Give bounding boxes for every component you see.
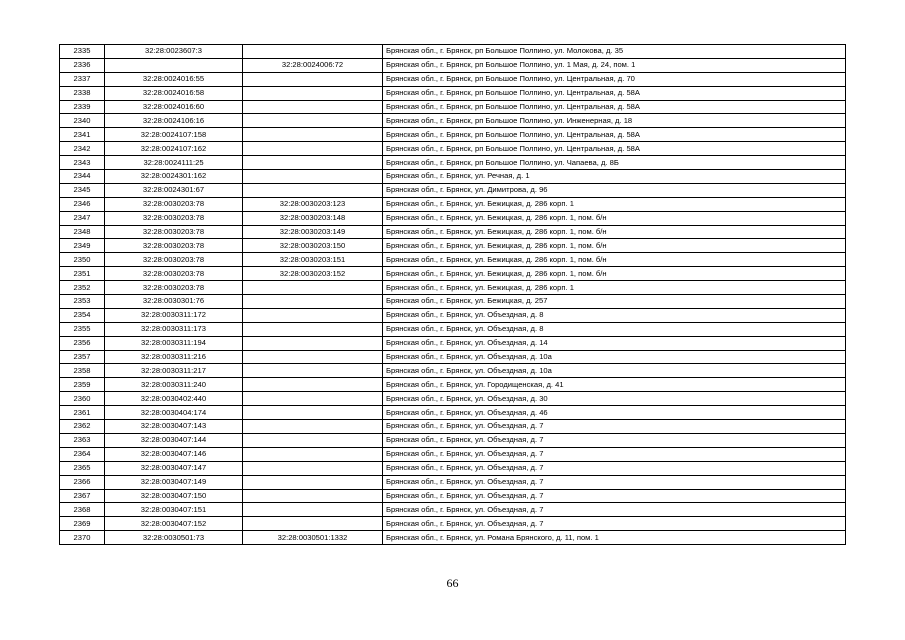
address-cell: Брянская обл., г. Брянск, ул. Бежицкая, д. 257 xyxy=(383,295,846,309)
address-cell: Брянская обл., г. Брянск, ул. Бежицкая, д. 286 корп. 1 xyxy=(383,197,846,211)
address-cell: Брянская обл., г. Брянск, ул. Объездная, д. 7 xyxy=(383,433,846,447)
row-number-cell: 2352 xyxy=(60,281,105,295)
address-cell: Брянская обл., г. Брянск, рп Большое Полпино, ул. Инженерная, д. 18 xyxy=(383,114,846,128)
table-row xyxy=(60,72,846,86)
land-cadastral-number-cell: 32:28:0024016:58 xyxy=(105,86,243,100)
building-cadastral-number-cell xyxy=(243,114,383,128)
land-cadastral-number-cell: 32:28:0030407:151 xyxy=(105,503,243,517)
table-row xyxy=(60,461,846,475)
table-row xyxy=(60,531,846,545)
land-cadastral-number-cell: 32:28:0030203:78 xyxy=(105,253,243,267)
table-row xyxy=(60,142,846,156)
address-cell: Брянская обл., г. Брянск, ул. Объездная, д. 8 xyxy=(383,308,846,322)
row-number-cell: 2346 xyxy=(60,197,105,211)
building-cadastral-number-cell xyxy=(243,128,383,142)
table-row xyxy=(60,100,846,114)
building-cadastral-number-cell xyxy=(243,433,383,447)
table-row xyxy=(60,211,846,225)
address-cell: Брянская обл., г. Брянск, ул. Бежицкая, д. 286 корп. 1, пом. б/н xyxy=(383,253,846,267)
land-cadastral-number-cell: 32:28:0030311:216 xyxy=(105,350,243,364)
address-cell: Брянская обл., г. Брянск, рп Большое Полпино, ул. Молокова, д. 35 xyxy=(383,45,846,59)
land-cadastral-number-cell: 32:28:0030311:194 xyxy=(105,336,243,350)
row-number-cell: 2359 xyxy=(60,378,105,392)
building-cadastral-number-cell xyxy=(243,364,383,378)
address-cell: Брянская обл., г. Брянск, ул. Бежицкая, д. 286 корп. 1, пом. б/н xyxy=(383,225,846,239)
row-number-cell: 2366 xyxy=(60,475,105,489)
address-cell: Брянская обл., г. Брянск, ул. Романа Брянского, д. 11, пом. 1 xyxy=(383,531,846,545)
building-cadastral-number-cell xyxy=(243,517,383,531)
table-row xyxy=(60,503,846,517)
land-cadastral-number-cell: 32:28:0030203:78 xyxy=(105,211,243,225)
row-number-cell: 2342 xyxy=(60,142,105,156)
table-row xyxy=(60,378,846,392)
land-cadastral-number-cell: 32:28:0030301:76 xyxy=(105,295,243,309)
address-cell: Брянская обл., г. Брянск, ул. Объездная, д. 46 xyxy=(383,406,846,420)
row-number-cell: 2345 xyxy=(60,183,105,197)
row-number-cell: 2367 xyxy=(60,489,105,503)
registry-table-body xyxy=(60,45,846,545)
address-cell: Брянская обл., г. Брянск, ул. Объездная, д. 14 xyxy=(383,336,846,350)
land-cadastral-number-cell: 32:28:0024107:162 xyxy=(105,142,243,156)
building-cadastral-number-cell xyxy=(243,72,383,86)
building-cadastral-number-cell xyxy=(243,86,383,100)
land-cadastral-number-cell: 32:28:0030407:149 xyxy=(105,475,243,489)
land-cadastral-number-cell: 32:28:0023607:3 xyxy=(105,45,243,59)
row-number-cell: 2370 xyxy=(60,531,105,545)
address-cell: Брянская обл., г. Брянск, ул. Бежицкая, д. 286 корп. 1 xyxy=(383,281,846,295)
row-number-cell: 2369 xyxy=(60,517,105,531)
table-row xyxy=(60,475,846,489)
building-cadastral-number-cell: 32:28:0030203:150 xyxy=(243,239,383,253)
address-cell: Брянская обл., г. Брянск, ул. Объездная, д. 30 xyxy=(383,392,846,406)
row-number-cell: 2340 xyxy=(60,114,105,128)
building-cadastral-number-cell xyxy=(243,322,383,336)
land-cadastral-number-cell: 32:28:0024111:25 xyxy=(105,156,243,170)
address-cell: Брянская обл., г. Брянск, ул. Объездная, д. 7 xyxy=(383,475,846,489)
address-cell: Брянская обл., г. Брянск, рп Большое Полпино, ул. Чапаева, д. 8Б xyxy=(383,156,846,170)
table-row xyxy=(60,128,846,142)
building-cadastral-number-cell xyxy=(243,336,383,350)
building-cadastral-number-cell: 32:28:0030501:1332 xyxy=(243,531,383,545)
row-number-cell: 2344 xyxy=(60,170,105,184)
building-cadastral-number-cell: 32:28:0030203:123 xyxy=(243,197,383,211)
table-row xyxy=(60,489,846,503)
land-cadastral-number-cell: 32:28:0030203:78 xyxy=(105,267,243,281)
address-cell: Брянская обл., г. Брянск, ул. Объездная, д. 7 xyxy=(383,517,846,531)
land-cadastral-number-cell: 32:28:0024016:60 xyxy=(105,100,243,114)
table-row xyxy=(60,239,846,253)
row-number-cell: 2336 xyxy=(60,58,105,72)
row-number-cell: 2350 xyxy=(60,253,105,267)
building-cadastral-number-cell xyxy=(243,378,383,392)
land-cadastral-number-cell: 32:28:0030407:147 xyxy=(105,461,243,475)
building-cadastral-number-cell xyxy=(243,45,383,59)
address-cell: Брянская обл., г. Брянск, ул. Речная, д. 1 xyxy=(383,170,846,184)
address-cell: Брянская обл., г. Брянск, рп Большое Полпино, ул. Центральная, д. 58А xyxy=(383,100,846,114)
address-cell: Брянская обл., г. Брянск, ул. Городищенская, д. 41 xyxy=(383,378,846,392)
land-cadastral-number-cell: 32:28:0030311:240 xyxy=(105,378,243,392)
land-cadastral-number-cell: 32:28:0030501:73 xyxy=(105,531,243,545)
row-number-cell: 2338 xyxy=(60,86,105,100)
address-cell: Брянская обл., г. Брянск, ул. Объездная, д. 10а xyxy=(383,364,846,378)
land-cadastral-number-cell: 32:28:0030311:173 xyxy=(105,322,243,336)
row-number-cell: 2343 xyxy=(60,156,105,170)
row-number-cell: 2362 xyxy=(60,420,105,434)
address-cell: Брянская обл., г. Брянск, ул. Бежицкая, д. 286 корп. 1, пом. б/н xyxy=(383,211,846,225)
building-cadastral-number-cell xyxy=(243,142,383,156)
address-cell: Брянская обл., г. Брянск, ул. Бежицкая, д. 286 корп. 1, пом. б/н xyxy=(383,267,846,281)
table-row xyxy=(60,350,846,364)
table-row xyxy=(60,447,846,461)
row-number-cell: 2335 xyxy=(60,45,105,59)
row-number-cell: 2339 xyxy=(60,100,105,114)
building-cadastral-number-cell: 32:28:0030203:149 xyxy=(243,225,383,239)
land-cadastral-number-cell: 32:28:0024107:158 xyxy=(105,128,243,142)
land-cadastral-number-cell: 32:28:0030311:172 xyxy=(105,308,243,322)
building-cadastral-number-cell xyxy=(243,489,383,503)
land-cadastral-number-cell: 32:28:0024106:16 xyxy=(105,114,243,128)
row-number-cell: 2355 xyxy=(60,322,105,336)
table-row xyxy=(60,170,846,184)
address-cell: Брянская обл., г. Брянск, ул. Объездная, д. 7 xyxy=(383,447,846,461)
row-number-cell: 2363 xyxy=(60,433,105,447)
table-row xyxy=(60,267,846,281)
row-number-cell: 2348 xyxy=(60,225,105,239)
land-cadastral-number-cell: 32:28:0024016:55 xyxy=(105,72,243,86)
row-number-cell: 2357 xyxy=(60,350,105,364)
land-cadastral-number-cell: 32:28:0030311:217 xyxy=(105,364,243,378)
registry-table xyxy=(59,44,846,545)
table-row xyxy=(60,197,846,211)
address-cell: Брянская обл., г. Брянск, ул. Объездная, д. 7 xyxy=(383,420,846,434)
building-cadastral-number-cell xyxy=(243,475,383,489)
land-cadastral-number-cell: 32:28:0024301:162 xyxy=(105,170,243,184)
building-cadastral-number-cell xyxy=(243,281,383,295)
row-number-cell: 2353 xyxy=(60,295,105,309)
land-cadastral-number-cell: 32:28:0024301:67 xyxy=(105,183,243,197)
building-cadastral-number-cell xyxy=(243,100,383,114)
table-row xyxy=(60,58,846,72)
row-number-cell: 2337 xyxy=(60,72,105,86)
address-cell: Брянская обл., г. Брянск, ул. Объездная, д. 8 xyxy=(383,322,846,336)
table-row xyxy=(60,281,846,295)
address-cell: Брянская обл., г. Брянск, ул. Объездная, д. 7 xyxy=(383,503,846,517)
land-cadastral-number-cell: 32:28:0030407:150 xyxy=(105,489,243,503)
row-number-cell: 2365 xyxy=(60,461,105,475)
building-cadastral-number-cell: 32:28:0030203:152 xyxy=(243,267,383,281)
building-cadastral-number-cell xyxy=(243,183,383,197)
table-row xyxy=(60,336,846,350)
row-number-cell: 2347 xyxy=(60,211,105,225)
table-row xyxy=(60,406,846,420)
row-number-cell: 2356 xyxy=(60,336,105,350)
table-row xyxy=(60,308,846,322)
address-cell: Брянская обл., г. Брянск, ул. Объездная, д. 10а xyxy=(383,350,846,364)
table-row xyxy=(60,86,846,100)
building-cadastral-number-cell xyxy=(243,461,383,475)
table-row xyxy=(60,364,846,378)
land-cadastral-number-cell: 32:28:0030404:174 xyxy=(105,406,243,420)
address-cell: Брянская обл., г. Брянск, ул. Димитрова, д. 96 xyxy=(383,183,846,197)
building-cadastral-number-cell xyxy=(243,392,383,406)
address-cell: Брянская обл., г. Брянск, ул. Объездная, д. 7 xyxy=(383,461,846,475)
building-cadastral-number-cell: 32:28:0024006:72 xyxy=(243,58,383,72)
address-cell: Брянская обл., г. Брянск, рп Большое Полпино, ул. Центральная, д. 58А xyxy=(383,86,846,100)
building-cadastral-number-cell xyxy=(243,295,383,309)
table-row xyxy=(60,392,846,406)
table-row xyxy=(60,322,846,336)
building-cadastral-number-cell xyxy=(243,170,383,184)
table-row xyxy=(60,517,846,531)
row-number-cell: 2368 xyxy=(60,503,105,517)
row-number-cell: 2351 xyxy=(60,267,105,281)
land-cadastral-number-cell: 32:28:0030407:143 xyxy=(105,420,243,434)
table-row xyxy=(60,156,846,170)
building-cadastral-number-cell: 32:28:0030203:151 xyxy=(243,253,383,267)
row-number-cell: 2341 xyxy=(60,128,105,142)
address-cell: Брянская обл., г. Брянск, рп Большое Полпино, ул. Центральная, д. 58А xyxy=(383,142,846,156)
table-row xyxy=(60,295,846,309)
building-cadastral-number-cell xyxy=(243,308,383,322)
row-number-cell: 2360 xyxy=(60,392,105,406)
building-cadastral-number-cell xyxy=(243,406,383,420)
row-number-cell: 2364 xyxy=(60,447,105,461)
building-cadastral-number-cell xyxy=(243,503,383,517)
address-cell: Брянская обл., г. Брянск, ул. Объездная, д. 7 xyxy=(383,489,846,503)
building-cadastral-number-cell xyxy=(243,420,383,434)
row-number-cell: 2354 xyxy=(60,308,105,322)
table-row xyxy=(60,114,846,128)
address-cell: Брянская обл., г. Брянск, рп Большое Полпино, ул. Центральная, д. 58А xyxy=(383,128,846,142)
land-cadastral-number-cell: 32:28:0030203:78 xyxy=(105,281,243,295)
table-row xyxy=(60,225,846,239)
building-cadastral-number-cell xyxy=(243,447,383,461)
land-cadastral-number-cell xyxy=(105,58,243,72)
land-cadastral-number-cell: 32:28:0030203:78 xyxy=(105,239,243,253)
table-row xyxy=(60,45,846,59)
table-row xyxy=(60,183,846,197)
address-cell: Брянская обл., г. Брянск, ул. Бежицкая, д. 286 корп. 1, пом. б/н xyxy=(383,239,846,253)
land-cadastral-number-cell: 32:28:0030407:144 xyxy=(105,433,243,447)
address-cell: Брянская обл., г. Брянск, рп Большое Полпино, ул. 1 Мая, д. 24, пом. 1 xyxy=(383,58,846,72)
page-number: 66 xyxy=(446,576,459,590)
land-cadastral-number-cell: 32:28:0030203:78 xyxy=(105,197,243,211)
table-row xyxy=(60,420,846,434)
land-cadastral-number-cell: 32:28:0030402:440 xyxy=(105,392,243,406)
building-cadastral-number-cell: 32:28:0030203:148 xyxy=(243,211,383,225)
land-cadastral-number-cell: 32:28:0030407:146 xyxy=(105,447,243,461)
row-number-cell: 2349 xyxy=(60,239,105,253)
land-cadastral-number-cell: 32:28:0030203:78 xyxy=(105,225,243,239)
table-row xyxy=(60,433,846,447)
building-cadastral-number-cell xyxy=(243,156,383,170)
row-number-cell: 2358 xyxy=(60,364,105,378)
address-cell: Брянская обл., г. Брянск, рп Большое Полпино, ул. Центральная, д. 70 xyxy=(383,72,846,86)
building-cadastral-number-cell xyxy=(243,350,383,364)
table-row xyxy=(60,253,846,267)
land-cadastral-number-cell: 32:28:0030407:152 xyxy=(105,517,243,531)
row-number-cell: 2361 xyxy=(60,406,105,420)
